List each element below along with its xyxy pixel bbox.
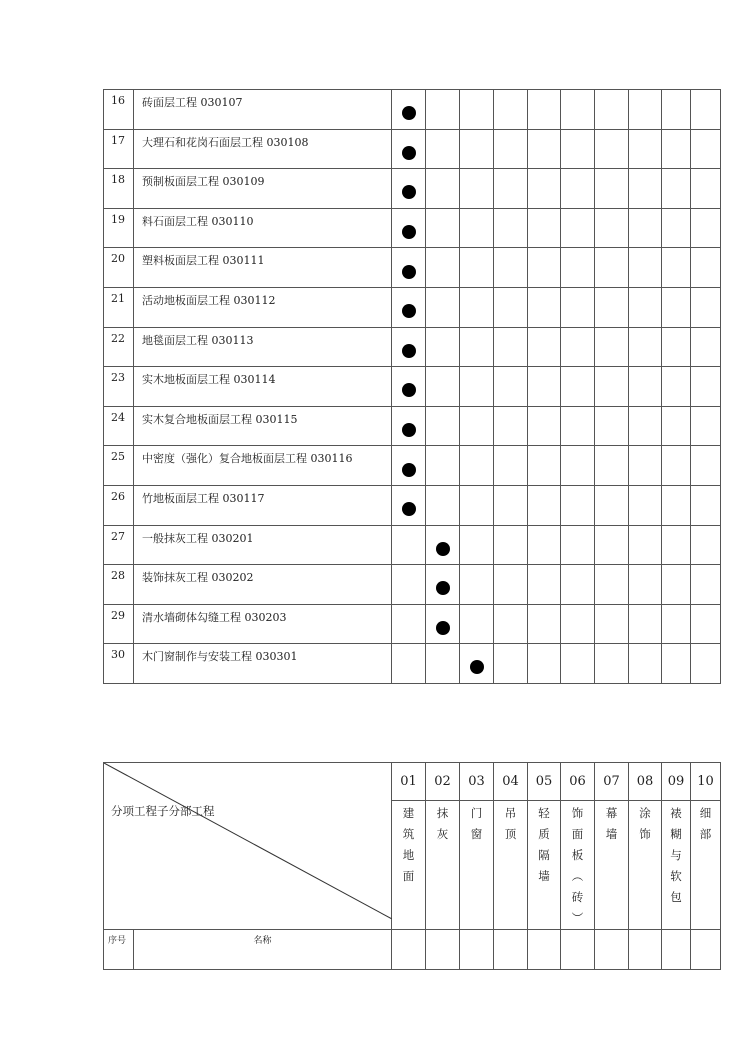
mark-cell (561, 208, 595, 248)
mark-cell (460, 129, 494, 169)
column-code: 10 (691, 763, 721, 801)
row-number: 21 (104, 287, 134, 327)
column-code: 06 (561, 763, 595, 801)
mark-cell (662, 327, 691, 367)
column-name: 饰面板︵砖︶ (571, 806, 584, 925)
mark-cell (629, 446, 662, 486)
filled-circle-icon (470, 660, 484, 674)
row-number: 27 (104, 525, 134, 565)
filled-circle-icon (402, 383, 416, 397)
mark-cell (426, 367, 460, 407)
column-name-cell (691, 801, 721, 930)
mark-cell (561, 169, 595, 209)
mark-cell (629, 129, 662, 169)
mark-cell (426, 604, 460, 644)
mark-cell (460, 604, 494, 644)
mark-cell (494, 406, 528, 446)
mark-cell (460, 90, 494, 130)
row-number: 30 (104, 644, 134, 684)
mark-cell (426, 644, 460, 684)
column-code: 09 (662, 763, 691, 801)
row-number: 16 (104, 90, 134, 130)
mark-cell (426, 169, 460, 209)
mark-cell (494, 446, 528, 486)
mark-cell (662, 169, 691, 209)
table-row (104, 327, 721, 367)
column-name: 细部 (699, 806, 712, 841)
mark-cell (561, 446, 595, 486)
mark-cell (662, 485, 691, 525)
subitem-table (103, 89, 721, 684)
mark-cell (629, 565, 662, 605)
column-name-cell (629, 801, 662, 930)
mark-cell (629, 248, 662, 288)
mark-cell (561, 565, 595, 605)
mark-cell (494, 248, 528, 288)
mark-cell (595, 208, 629, 248)
mark-cell (561, 90, 595, 130)
mark-cell (494, 565, 528, 605)
mark-cell (460, 327, 494, 367)
mark-cell (561, 485, 595, 525)
row-name: 砖面层工程 030107 (134, 90, 392, 130)
mark-cell (460, 406, 494, 446)
diagonal-header-cell (104, 763, 392, 930)
mark-cell (392, 169, 426, 209)
mark-cell (392, 248, 426, 288)
mark-cell (561, 644, 595, 684)
mark-cell (691, 208, 721, 248)
column-code: 02 (426, 763, 460, 801)
table-row (104, 446, 721, 486)
row-number: 23 (104, 367, 134, 407)
column-name: 抹灰 (436, 806, 449, 841)
mark-cell (662, 90, 691, 130)
mark-cell (494, 287, 528, 327)
mark-cell (460, 208, 494, 248)
mark-cell (528, 446, 561, 486)
row-number: 25 (104, 446, 134, 486)
mark-cell (460, 248, 494, 288)
column-code: 07 (595, 763, 629, 801)
mark-cell (494, 90, 528, 130)
mark-cell (392, 327, 426, 367)
filled-circle-icon (402, 225, 416, 239)
mark-cell (691, 644, 721, 684)
mark-cell (426, 327, 460, 367)
row-number: 29 (104, 604, 134, 644)
mark-cell (426, 208, 460, 248)
mark-cell (460, 565, 494, 605)
column-name: 轻质隔墙 (538, 806, 550, 883)
mark-cell (595, 169, 629, 209)
mark-cell (691, 604, 721, 644)
row-name: 竹地板面层工程 030117 (134, 485, 392, 525)
mark-cell (494, 169, 528, 209)
mark-cell (392, 287, 426, 327)
mark-cell (595, 446, 629, 486)
mark-cell (662, 565, 691, 605)
mark-cell (426, 129, 460, 169)
table-row (104, 208, 721, 248)
mark-cell (494, 644, 528, 684)
mark-cell (460, 485, 494, 525)
column-name: 吊顶 (504, 806, 517, 841)
column-code: 05 (528, 763, 561, 801)
mark-cell (528, 169, 561, 209)
row-name: 预制板面层工程 030109 (134, 169, 392, 209)
mark-cell (662, 644, 691, 684)
mark-cell (595, 565, 629, 605)
mark-cell (691, 287, 721, 327)
mark-cell (691, 248, 721, 288)
mark-cell (494, 327, 528, 367)
mark-cell (629, 604, 662, 644)
mark-cell (494, 208, 528, 248)
mark-cell (460, 169, 494, 209)
mark-cell (691, 327, 721, 367)
table-row (104, 485, 721, 525)
mark-cell (595, 90, 629, 130)
mark-cell (629, 367, 662, 407)
mark-cell (426, 565, 460, 605)
filled-circle-icon (402, 463, 416, 477)
mark-cell (392, 485, 426, 525)
mark-cell (426, 406, 460, 446)
mark-cell (561, 287, 595, 327)
mark-cell (629, 525, 662, 565)
column-name: 建筑地面 (402, 806, 415, 883)
row-name: 地毯面层工程 030113 (134, 327, 392, 367)
table-row (104, 565, 721, 605)
filled-circle-icon (402, 106, 416, 120)
mark-cell (460, 287, 494, 327)
mark-cell (426, 248, 460, 288)
mark-cell (561, 129, 595, 169)
mark-cell (426, 287, 460, 327)
filled-circle-icon (436, 542, 450, 556)
mark-cell (662, 525, 691, 565)
row-number: 22 (104, 327, 134, 367)
row-name: 实木复合地板面层工程 030115 (134, 406, 392, 446)
table-row (104, 406, 721, 446)
mark-cell (691, 129, 721, 169)
table-row (104, 644, 721, 684)
mark-cell (392, 406, 426, 446)
row-number: 18 (104, 169, 134, 209)
mark-cell (629, 90, 662, 130)
mark-cell (528, 525, 561, 565)
column-name-cell (595, 801, 629, 930)
mark-cell (494, 525, 528, 565)
mark-cell (691, 367, 721, 407)
mark-cell (595, 525, 629, 565)
mark-cell (494, 129, 528, 169)
mark-cell (595, 327, 629, 367)
filled-circle-icon (436, 581, 450, 595)
mark-cell (528, 565, 561, 605)
table-row (104, 287, 721, 327)
column-code: 03 (460, 763, 494, 801)
mark-cell (561, 406, 595, 446)
mark-cell (494, 604, 528, 644)
mark-cell (662, 129, 691, 169)
mark-cell (629, 644, 662, 684)
row-number: 20 (104, 248, 134, 288)
mark-cell (426, 525, 460, 565)
mark-cell (426, 90, 460, 130)
mark-cell (662, 406, 691, 446)
table-row (104, 367, 721, 407)
mark-cell (691, 525, 721, 565)
row-number: 24 (104, 406, 134, 446)
table-row (104, 90, 721, 130)
mark-cell (392, 129, 426, 169)
mark-cell (595, 248, 629, 288)
name-header: 名称 (134, 930, 392, 970)
column-name: 门窗 (470, 806, 483, 841)
column-name-cell (561, 801, 595, 930)
row-name: 料石面层工程 030110 (134, 208, 392, 248)
mark-cell (691, 169, 721, 209)
table-row (104, 248, 721, 288)
row-name: 中密度（强化）复合地板面层工程 030116 (134, 446, 392, 486)
mark-cell (460, 525, 494, 565)
filled-circle-icon (402, 502, 416, 516)
mark-cell (426, 446, 460, 486)
mark-cell (392, 525, 426, 565)
filled-circle-icon (402, 265, 416, 279)
column-name: 裱糊与软包 (670, 806, 682, 904)
mark-cell (629, 327, 662, 367)
mark-cell (595, 485, 629, 525)
column-name-cell (426, 801, 460, 930)
seq-header: 序号 (104, 930, 134, 970)
mark-cell (528, 90, 561, 130)
row-number: 17 (104, 129, 134, 169)
table-row (104, 604, 721, 644)
mark-cell (595, 644, 629, 684)
row-name: 活动地板面层工程 030112 (134, 287, 392, 327)
row-name: 清水墙砌体勾缝工程 030203 (134, 604, 392, 644)
mark-cell (494, 485, 528, 525)
mark-cell (392, 446, 426, 486)
mark-cell (392, 90, 426, 130)
diagonal-line (104, 763, 392, 919)
mark-cell (629, 169, 662, 209)
filled-circle-icon (402, 146, 416, 160)
mark-cell (662, 446, 691, 486)
filled-circle-icon (402, 185, 416, 199)
mark-cell (691, 565, 721, 605)
row-number: 26 (104, 485, 134, 525)
mark-cell (691, 485, 721, 525)
mark-cell (691, 446, 721, 486)
diagonal-label: 分项工程子分部工程 (111, 804, 215, 818)
mark-cell (561, 248, 595, 288)
row-number: 28 (104, 565, 134, 605)
column-name-cell (494, 801, 528, 930)
row-number: 19 (104, 208, 134, 248)
mark-cell (561, 604, 595, 644)
row-name: 一般抹灰工程 030201 (134, 525, 392, 565)
filled-circle-icon (402, 344, 416, 358)
mark-cell (662, 248, 691, 288)
mark-cell (662, 604, 691, 644)
mark-cell (629, 208, 662, 248)
mark-cell (662, 208, 691, 248)
mark-cell (460, 446, 494, 486)
table-row (104, 525, 721, 565)
mark-cell (460, 367, 494, 407)
mark-cell (392, 565, 426, 605)
mark-cell (595, 604, 629, 644)
mark-cell (662, 367, 691, 407)
mark-cell (528, 644, 561, 684)
mark-cell (528, 367, 561, 407)
mark-cell (528, 208, 561, 248)
mark-cell (392, 604, 426, 644)
row-name: 大理石和花岗石面层工程 030108 (134, 129, 392, 169)
row-name: 塑料板面层工程 030111 (134, 248, 392, 288)
mark-cell (595, 287, 629, 327)
mark-cell (629, 406, 662, 446)
mark-cell (691, 406, 721, 446)
mark-cell (595, 367, 629, 407)
row-name: 实木地板面层工程 030114 (134, 367, 392, 407)
row-name: 木门窗制作与安装工程 030301 (134, 644, 392, 684)
mark-cell (629, 485, 662, 525)
mark-cell (561, 525, 595, 565)
mark-cell (528, 287, 561, 327)
table-row (104, 129, 721, 169)
table-row (104, 169, 721, 209)
mark-cell (528, 248, 561, 288)
mark-cell (392, 644, 426, 684)
mark-cell (528, 406, 561, 446)
mark-cell (528, 604, 561, 644)
column-name: 幕墙 (605, 806, 618, 841)
column-name-cell (392, 801, 426, 930)
mark-cell (460, 644, 494, 684)
column-code: 04 (494, 763, 528, 801)
mark-cell (392, 208, 426, 248)
mark-cell (528, 327, 561, 367)
mark-cell (528, 485, 561, 525)
filled-circle-icon (402, 423, 416, 437)
mark-cell (561, 327, 595, 367)
filled-circle-icon (436, 621, 450, 635)
filled-circle-icon (402, 304, 416, 318)
mark-cell (528, 129, 561, 169)
mark-cell (595, 129, 629, 169)
column-code: 08 (629, 763, 662, 801)
mark-cell (494, 367, 528, 407)
mark-cell (595, 406, 629, 446)
mark-cell (392, 367, 426, 407)
column-code: 01 (392, 763, 426, 801)
column-name-cell (460, 801, 494, 930)
column-name-cell (528, 801, 561, 930)
column-name-cell (662, 801, 691, 930)
header-table (103, 762, 721, 970)
mark-cell (629, 287, 662, 327)
mark-cell (426, 485, 460, 525)
column-name: 涂饰 (639, 806, 651, 841)
row-name: 装饰抹灰工程 030202 (134, 565, 392, 605)
mark-cell (691, 90, 721, 130)
mark-cell (662, 287, 691, 327)
mark-cell (561, 367, 595, 407)
